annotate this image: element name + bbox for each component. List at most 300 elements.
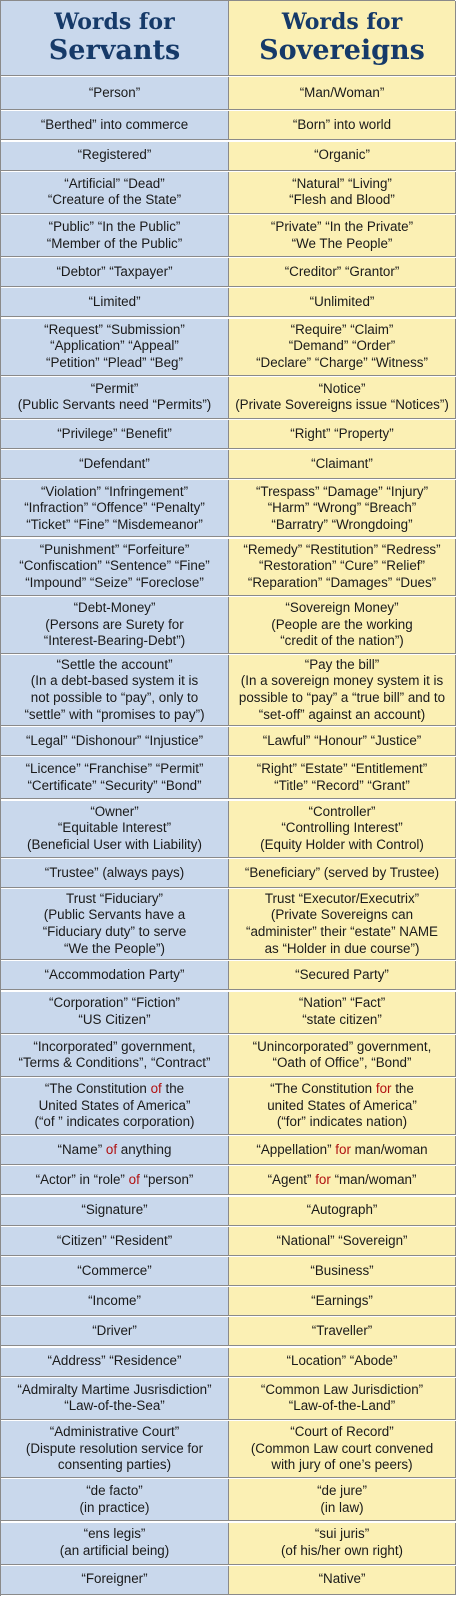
servant-term-line <box>19 558 210 575</box>
servant-cell <box>1 420 229 449</box>
sovereign-term-line <box>256 355 428 372</box>
term-text: “Creditor” “Grantor” <box>284 263 400 279</box>
sovereign-term-line <box>274 778 410 795</box>
term-text: “sui juris” <box>314 1526 370 1542</box>
sovereign-term-line <box>305 657 379 674</box>
servant-cell <box>1 319 229 376</box>
servant-term-line <box>44 907 185 924</box>
header-servants-line2: Servants <box>48 35 181 66</box>
servant-cell <box>1 142 229 171</box>
term-text: “Born” into world <box>292 117 392 133</box>
servant-term-line <box>39 1098 191 1115</box>
term-text: “Law-of-the-Sea” <box>64 1398 165 1414</box>
sovereign-term-line <box>243 542 440 559</box>
sovereign-term-line <box>319 1571 366 1588</box>
term-text: “Trespass” “Damage” “Injury” <box>255 483 429 499</box>
sovereign-term-line <box>259 707 425 724</box>
term-text: (Dispute resolution service for <box>25 1440 204 1456</box>
sovereign-cell <box>229 319 456 376</box>
sovereign-term-line <box>251 1441 433 1458</box>
servant-cell <box>1 1197 229 1226</box>
term-text: “Public” “In the Public” <box>48 218 181 234</box>
term-text: “Terms & Conditions”, “Contract” <box>18 1055 211 1071</box>
term-text: “Owner” <box>90 803 139 819</box>
sovereign-term-line <box>317 1483 367 1500</box>
servant-term-line <box>56 264 172 281</box>
term-text: “National” “Sovereign” <box>276 1232 408 1248</box>
sovereign-term-line <box>271 219 413 236</box>
term-text: “Restoration” “Cure” “Relief” <box>259 558 425 574</box>
term-text: “Person” <box>88 84 141 100</box>
sovereign-term-line <box>277 1233 408 1250</box>
servant-term-line <box>47 236 182 253</box>
term-text: “Ticket” “Fine” “Misdemeanor” <box>26 516 203 532</box>
term-text: “Legal” “Dishonour” “Injustice” <box>25 732 204 748</box>
sovereign-term-line <box>260 837 424 854</box>
term-text: “Remedy” “Restitution” “Redress” <box>243 541 441 557</box>
header-sovereigns <box>229 1 456 76</box>
servant-term-line <box>58 1142 172 1159</box>
term-text: united States of America” <box>267 1097 417 1113</box>
term-text: United States of America” <box>38 1097 191 1113</box>
servant-cell <box>1 1078 229 1135</box>
sovereign-term-line <box>253 1039 432 1056</box>
servant-term-line <box>45 617 183 634</box>
sovereign-term-line <box>271 1457 412 1474</box>
term-text: “Unlimited” <box>309 294 375 310</box>
servant-cell <box>1 539 229 596</box>
servant-term-line <box>44 633 185 650</box>
term-text: (“of ” indicates corporation) <box>34 1114 195 1130</box>
sovereign-term-line <box>287 1353 398 1370</box>
sovereign-term-line <box>310 1263 373 1280</box>
sovereign-cell <box>229 77 456 110</box>
servant-cell <box>1 801 229 858</box>
term-text: “Harm” “Wrong” “Breach” <box>267 500 417 516</box>
servant-cell <box>1 889 229 960</box>
servant-term-line <box>88 294 140 311</box>
sovereign-cell <box>229 1317 456 1346</box>
sovereign-term-line <box>319 381 366 398</box>
sovereign-term-line <box>246 924 438 941</box>
servant-term-line <box>36 1172 194 1189</box>
sovereign-term-line <box>290 426 393 443</box>
term-text: “de jure” <box>317 1483 367 1499</box>
term-text: “Flesh and Blood” <box>289 192 395 208</box>
servant-term-line <box>77 1263 151 1280</box>
term-text: “Native” <box>318 1571 366 1587</box>
term-text: (Persons are Surety for <box>45 616 184 632</box>
servant-cell <box>1 655 229 726</box>
term-text: as “Holder in due course”) <box>264 940 420 956</box>
term-text: “Actor” in “role” <box>35 1172 129 1188</box>
sovereign-cell <box>229 889 456 960</box>
term-text: “Private” “In the Private” <box>270 218 414 234</box>
servant-term-line <box>48 1353 182 1370</box>
term-text: “Admiralty Martime Jusrisdiction” <box>17 1381 212 1397</box>
term-text: (Common Law court convened <box>250 1440 434 1456</box>
servant-cell <box>1 1523 229 1565</box>
sovereign-term-line <box>292 236 393 253</box>
servant-term-line <box>66 891 163 908</box>
sovereign-term-line <box>271 617 412 634</box>
servant-term-line <box>74 600 156 617</box>
sovereign-cell <box>229 597 456 654</box>
term-text: “set-off” against an account) <box>258 706 426 722</box>
servant-term-line <box>25 575 204 592</box>
term-text: “Accommodation Party” <box>44 966 185 982</box>
term-text: Trust “Executor/Executrix” <box>264 890 420 906</box>
highlight-word: of <box>128 1172 140 1188</box>
term-text: “Fiduciary duty” to serve <box>42 924 187 940</box>
term-text: (In a sovereign money system it is <box>240 673 444 689</box>
term-text: “person” <box>139 1172 194 1188</box>
term-text: “We the People”) <box>64 940 165 956</box>
sovereign-term-line <box>270 1081 414 1098</box>
servant-term-line <box>26 733 203 750</box>
sovereign-term-line <box>300 85 385 102</box>
term-text: man/woman <box>350 1141 428 1157</box>
term-text: “Driver” <box>92 1323 137 1339</box>
term-text: “Right” “Property” <box>290 425 394 441</box>
servant-term-line <box>43 924 187 941</box>
servant-cell <box>1 1166 229 1195</box>
servant-cell <box>1 1421 229 1478</box>
servant-term-line <box>60 1543 169 1560</box>
sovereign-cell <box>229 142 456 171</box>
term-text: “Permit” <box>90 380 139 396</box>
term-text: “Unincorporated” government, <box>252 1038 432 1054</box>
sovereign-cell <box>229 1227 456 1256</box>
sovereign-cell <box>229 992 456 1034</box>
servant-cell <box>1 1035 229 1077</box>
servant-term-line <box>34 1114 194 1131</box>
servant-term-line <box>40 542 190 559</box>
term-text: Trust “Fiduciary” <box>66 890 163 906</box>
sovereign-term-line <box>263 733 422 750</box>
term-text: “We The People” <box>291 235 393 251</box>
term-text: (People are the working <box>271 616 413 632</box>
term-text: “Declare” “Charge” “Witness” <box>256 354 428 370</box>
sovereign-cell <box>229 1287 456 1316</box>
header-sovereigns-line2: Sovereigns <box>259 35 425 66</box>
term-text: “Controller” <box>308 803 376 819</box>
term-text: “Citizen” “Resident” <box>56 1232 173 1248</box>
sovereign-cell <box>229 1378 456 1420</box>
sovereign-term-line <box>291 322 394 339</box>
servant-term-line <box>78 147 152 164</box>
sovereign-term-line <box>292 176 392 193</box>
term-text: “Sovereign Money” <box>285 599 399 615</box>
term-text: “Title” “Record” “Grant” <box>274 777 410 793</box>
sovereign-term-line <box>302 1012 382 1029</box>
sovereign-cell <box>229 258 456 287</box>
sovereign-term-line <box>293 117 391 134</box>
term-text: “Beneficiary” (served by Trustee) <box>244 864 440 880</box>
servant-term-line <box>24 500 205 517</box>
sovereign-term-line <box>235 397 449 414</box>
sovereign-term-line <box>310 294 375 311</box>
sovereign-cell <box>229 961 456 990</box>
term-text: “Debt-Money” <box>73 599 156 615</box>
servant-term-line <box>17 1382 211 1399</box>
term-text: “Corporation” “Fiction” <box>49 995 180 1011</box>
sovereign-cell <box>229 801 456 858</box>
servant-term-line <box>31 690 198 707</box>
term-text: “Impound” “Seize” “Foreclose” <box>25 574 204 590</box>
servant-term-line <box>45 1081 184 1098</box>
term-text: “Reparation” “Damages” “Dues” <box>247 574 437 590</box>
servant-term-line <box>57 1233 172 1250</box>
sovereign-term-line <box>309 804 376 821</box>
header-servants <box>1 1 229 76</box>
term-text: “settle” with “promises to pay”) <box>24 706 205 722</box>
term-text: “de facto” <box>86 1483 143 1499</box>
servant-cell <box>1 1348 229 1377</box>
servant-term-line <box>90 804 138 821</box>
servant-cell <box>1 859 229 888</box>
sovereign-cell <box>229 288 456 317</box>
sovereign-cell <box>229 1136 456 1165</box>
sovereign-cell <box>229 420 456 449</box>
servant-term-line <box>81 1202 147 1219</box>
sovereign-term-line <box>268 500 417 517</box>
servant-term-line <box>92 1323 137 1340</box>
term-text: “Nation” “Fact” <box>298 995 386 1011</box>
term-text: consenting parties) <box>57 1457 172 1473</box>
term-text: (an artificial being) <box>59 1543 170 1559</box>
sovereign-cell <box>229 1421 456 1478</box>
term-text: with jury of one’s peers) <box>271 1457 413 1473</box>
sovereign-term-line <box>248 575 436 592</box>
term-text: “Controlling Interest” <box>281 820 403 836</box>
term-text: “US Citizen” <box>78 1012 151 1027</box>
sovereign-term-line <box>245 865 439 882</box>
servant-term-line <box>26 1441 203 1458</box>
sovereign-term-line <box>268 1172 417 1189</box>
term-text: (Equity Holder with Control) <box>260 836 424 852</box>
term-text: “Man/Woman” <box>299 84 385 100</box>
servant-cell <box>1 1136 229 1165</box>
servant-term-line <box>45 865 184 882</box>
sovereign-term-line <box>257 761 427 778</box>
servant-term-line <box>79 456 150 473</box>
term-text: “Privilege” “Benefit” <box>57 425 172 441</box>
term-text: “Common Law Jurisdiction” <box>260 1381 424 1397</box>
sovereign-term-line <box>307 1202 378 1219</box>
servant-cell <box>1 1227 229 1256</box>
servant-term-line <box>64 1398 164 1415</box>
term-text: “The Constitution <box>270 1081 376 1097</box>
term-text: “Member of the Public” <box>46 235 183 251</box>
term-text: (Private Sovereigns can <box>270 907 414 923</box>
highlight-word: for <box>335 1141 351 1157</box>
servant-term-line <box>80 1500 150 1517</box>
term-text: “The Constitution <box>44 1081 151 1097</box>
sovereign-term-line <box>265 891 419 908</box>
sovereign-cell <box>229 859 456 888</box>
servant-cell <box>1 172 229 214</box>
servant-term-line <box>26 761 204 778</box>
sovereign-term-line <box>285 600 398 617</box>
term-text: possible to “pay” a “true bill” and to <box>238 690 446 706</box>
servant-term-line <box>19 1055 211 1072</box>
sovereign-cell <box>229 377 456 419</box>
sovereign-term-line <box>241 673 443 690</box>
servant-term-line <box>81 1571 147 1588</box>
servant-term-line <box>41 117 188 134</box>
term-text: “state citizen” <box>302 1012 382 1027</box>
term-text: “Business” <box>310 1262 374 1278</box>
sovereign-term-line <box>261 1382 423 1399</box>
servant-cell <box>1 377 229 419</box>
servant-term-line <box>64 176 164 193</box>
sovereign-term-line <box>271 517 412 534</box>
term-text: anything <box>117 1141 172 1157</box>
servant-cell <box>1 480 229 537</box>
sovereign-term-line <box>290 1424 393 1441</box>
sovereign-term-line <box>285 264 400 281</box>
term-text: “Law-of-the-Land” <box>288 1398 396 1414</box>
servant-term-line <box>58 1457 171 1474</box>
servant-cell <box>1 258 229 287</box>
servant-term-line <box>49 219 181 236</box>
sovereign-cell <box>229 655 456 726</box>
term-text: (in law) <box>320 1499 364 1515</box>
servant-cell <box>1 1479 229 1521</box>
servant-cell <box>1 1257 229 1286</box>
term-text: “Right” “Estate” “Entitlement” <box>256 761 428 777</box>
servant-term-line <box>50 1424 179 1441</box>
sovereign-term-line <box>271 907 413 924</box>
servant-term-line <box>58 820 171 837</box>
term-text: “credit of the nation”) <box>280 633 404 649</box>
term-text: (“for” indicates nation) <box>276 1114 408 1130</box>
sovereign-cell <box>229 111 456 140</box>
sovereign-term-line <box>273 1055 412 1072</box>
sovereign-cell <box>229 172 456 214</box>
sovereign-cell <box>229 1523 456 1565</box>
term-text: “Signature” <box>81 1202 148 1218</box>
term-text: “Confiscation” “Sentence” “Fine” <box>19 558 210 574</box>
highlight-word: of <box>105 1141 118 1157</box>
term-text: “administer” their “estate” NAME <box>246 924 438 940</box>
term-text: “Agent” <box>267 1172 316 1188</box>
term-text: (in practice) <box>79 1499 150 1515</box>
servant-cell <box>1 1317 229 1346</box>
term-text: “Request” “Submission” <box>44 321 185 337</box>
highlight-word: of <box>150 1081 162 1097</box>
term-text: “man/woman” <box>330 1172 417 1188</box>
servant-term-line <box>26 517 203 534</box>
servant-term-line <box>84 1526 146 1543</box>
term-text: “Incorporated” government, <box>33 1038 196 1054</box>
term-text: “Debtor” “Taxpayer” <box>56 263 173 279</box>
sovereign-term-line <box>265 941 420 958</box>
term-text: (of his/her own right) <box>280 1543 404 1559</box>
sovereign-cell <box>229 1166 456 1195</box>
term-text: (Public Servants need “Permits”) <box>17 397 212 413</box>
highlight-word: for <box>315 1172 331 1188</box>
servant-cell <box>1 215 229 257</box>
servant-cell <box>1 961 229 990</box>
servant-term-line <box>41 484 188 501</box>
term-text: “ens legis” <box>83 1526 146 1542</box>
term-text: the <box>161 1081 185 1097</box>
term-text: “Limited” <box>88 294 141 310</box>
servant-term-line <box>88 1293 141 1310</box>
term-text: “Traveller” <box>311 1323 373 1339</box>
term-text: “Claimant” <box>311 455 373 471</box>
term-text: “Administrative Court” <box>49 1424 180 1440</box>
term-text: “Creature of the State” <box>47 192 182 208</box>
sovereign-term-line <box>314 147 370 164</box>
sovereign-term-line <box>277 1114 407 1131</box>
servant-cell <box>1 111 229 140</box>
sovereign-term-line <box>320 1500 363 1517</box>
servant-term-line <box>48 192 181 209</box>
servant-term-line <box>27 778 201 795</box>
term-text: “Commerce” <box>77 1262 152 1278</box>
servant-term-line <box>45 967 185 984</box>
servant-term-line <box>44 322 185 339</box>
term-text: “Settle the account” <box>56 656 173 672</box>
servant-term-line <box>78 1012 150 1029</box>
servant-term-line <box>64 941 165 958</box>
term-text: “Foreigner” <box>81 1571 148 1587</box>
term-text: (In a debt-based system it is <box>30 673 199 689</box>
term-text: “Trustee” (always pays) <box>44 864 185 880</box>
term-text: “Lawful” “Honour” “Justice” <box>262 732 422 748</box>
term-text: “Berthed” into commerce <box>40 117 189 133</box>
servant-cell <box>1 77 229 110</box>
term-text: (Beneficial User with Liability) <box>27 836 202 852</box>
sovereign-cell <box>229 1348 456 1377</box>
servant-cell <box>1 288 229 317</box>
servant-term-line <box>56 657 172 674</box>
sovereign-term-line <box>295 967 389 984</box>
term-text: “Infraction” “Offence” “Penalty” <box>24 500 205 516</box>
servant-cell <box>1 450 229 479</box>
term-text: “Artificial” “Dead” <box>64 175 165 191</box>
sovereign-cell <box>229 727 456 756</box>
servant-cell <box>1 597 229 654</box>
term-text: “Appellation” <box>256 1141 336 1157</box>
term-text: “Address” “Residence” <box>47 1353 182 1369</box>
term-text: “Secured Party” <box>295 966 389 982</box>
servant-cell <box>1 1287 229 1316</box>
servant-cell <box>1 992 229 1034</box>
sovereign-cell <box>229 1566 456 1595</box>
servant-term-line <box>89 85 140 102</box>
term-text: “Location” “Abode” <box>286 1353 398 1369</box>
term-text: “Require” “Claim” <box>290 321 394 337</box>
servant-term-line <box>91 381 139 398</box>
sovereign-cell <box>229 757 456 799</box>
term-text: “Autograph” <box>306 1202 378 1218</box>
term-text: “Demand” “Order” <box>288 338 396 354</box>
term-text: “Violation” “Infringement” <box>40 483 189 499</box>
servant-cell <box>1 1566 229 1595</box>
sovereign-cell <box>229 1479 456 1521</box>
servant-term-line <box>57 426 172 443</box>
sovereign-cell <box>229 539 456 596</box>
term-text: “Pay the bill” <box>304 656 380 672</box>
sovereign-cell <box>229 1257 456 1286</box>
servant-term-line <box>31 673 198 690</box>
sovereign-cell <box>229 1197 456 1226</box>
servant-term-line <box>49 995 180 1012</box>
